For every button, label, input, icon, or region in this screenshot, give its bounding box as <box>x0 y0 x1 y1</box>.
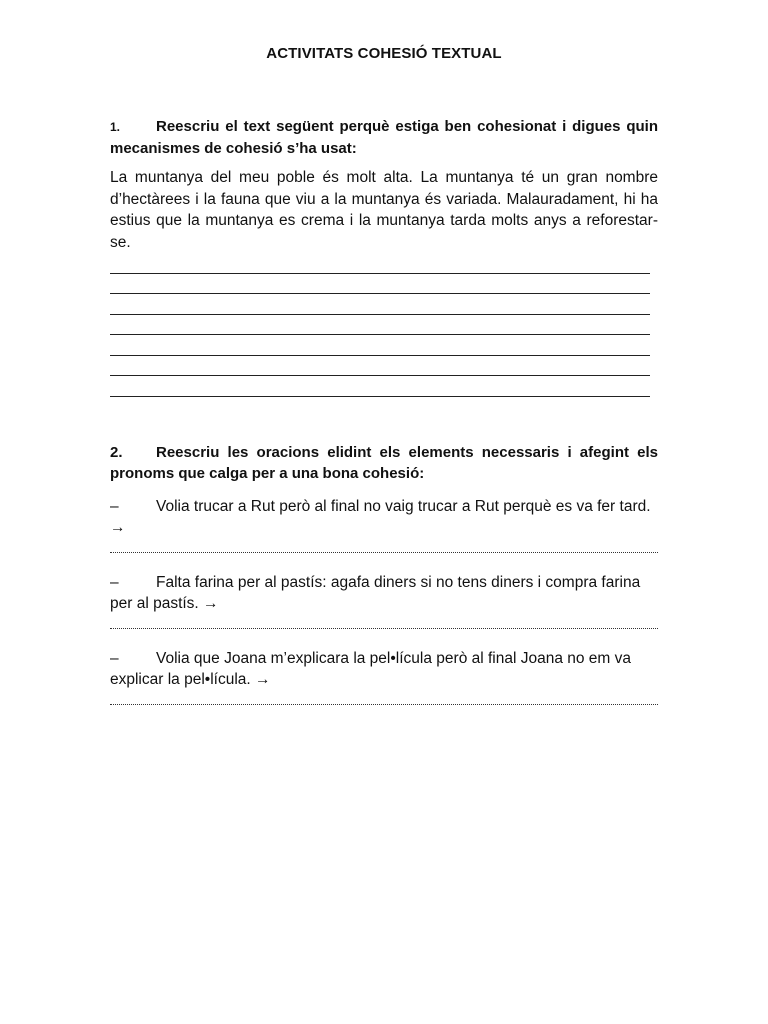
exercise-2-item-text <box>110 648 658 690</box>
answer-line[interactable] <box>110 337 650 358</box>
document-title: ACTIVITATS COHESIÓ TEXTUAL <box>266 45 502 62</box>
exercise-2-instruction-text: Reescriu les oracions elidint els elements necessaris i afegint els pronoms que calga per a una bona cohesió: <box>110 444 658 482</box>
item-dash: – <box>110 574 119 591</box>
exercise-1-instruction-text: Reescriu el text següent perquè estiga ben cohesionat i digues quin mecanismes de cohesió s’ha usat: <box>110 118 658 157</box>
exercise-1-instruction <box>110 116 658 159</box>
answer-line[interactable] <box>110 276 650 297</box>
item-sentence: Volia trucar a Rut però al final no vaig trucar a Rut perquè es va fer tard. → <box>110 498 651 536</box>
exercise-2-item <box>110 496 658 556</box>
answer-line[interactable] <box>110 296 650 317</box>
answer-line[interactable] <box>110 317 650 338</box>
exercise-2-item-text <box>110 572 658 614</box>
dotted-answer-line[interactable] <box>110 692 658 708</box>
item-sentence: Volia que Joana m’explicara la pel•lícula però al final Joana no em va explicar la pel•lícula. → <box>110 650 632 688</box>
exercise-1 <box>110 116 658 399</box>
dotted-answer-line[interactable] <box>110 616 658 632</box>
item-dash: – <box>110 650 119 667</box>
item-sentence: Falta farina per al pastís: agafa diners si no tens diners i compra farina per al pastís. → <box>110 574 641 612</box>
exercise-2-item-text <box>110 496 658 538</box>
dotted-answer-line[interactable] <box>110 540 658 556</box>
exercise-2-instruction <box>110 442 658 484</box>
exercise-1-answer-lines <box>110 255 658 399</box>
exercise-1-text: La muntanya del meu poble és molt alta. La muntanya té un gran nombre d’hectàrees i la fauna que viu a la muntanya és variada. Malauradament, hi ha estius que la muntanya es crema i la muntanya tarda molts anys a reforestar-se. <box>110 169 658 251</box>
item-dash: – <box>110 498 119 515</box>
exercise-2-item <box>110 648 658 708</box>
answer-line[interactable] <box>110 255 650 276</box>
exercise-2-number: 2. <box>110 444 123 461</box>
answer-line[interactable] <box>110 358 650 379</box>
exercise-2-item <box>110 572 658 632</box>
answer-line[interactable] <box>110 378 650 399</box>
exercise-1-number: 1. <box>110 120 121 134</box>
exercise-2 <box>110 442 658 708</box>
